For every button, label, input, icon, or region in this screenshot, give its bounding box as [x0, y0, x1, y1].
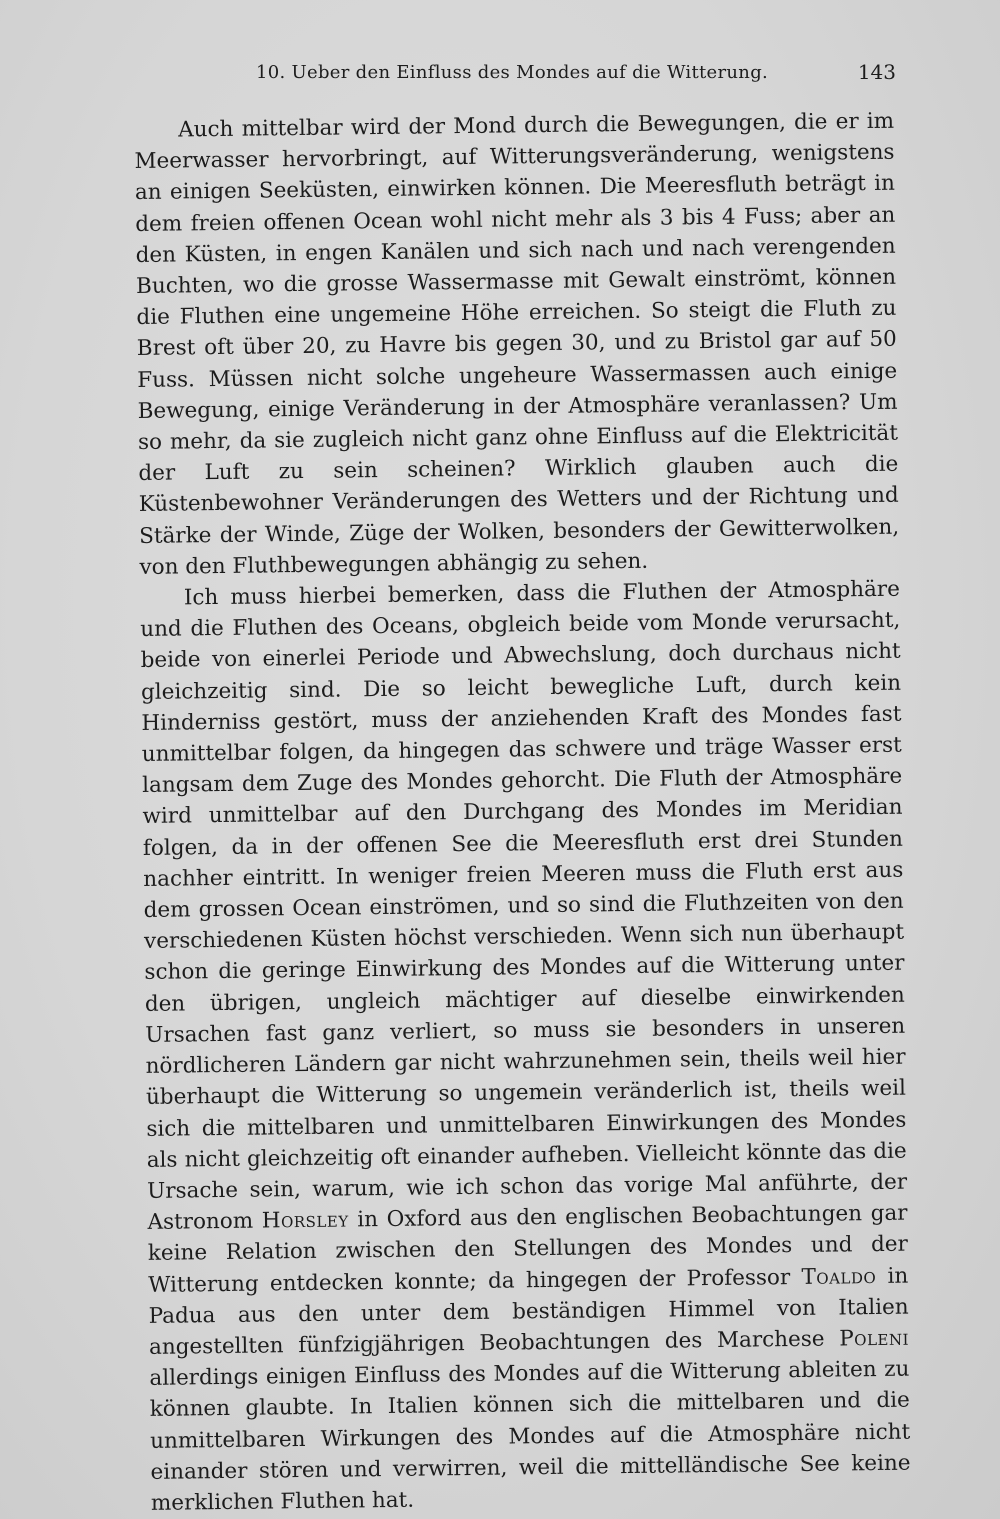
- paragraph-2: [140, 574, 911, 1519]
- paragraph-2-part-3: in Padua aus den unter dem beständigen Himmel von Italien angestellten fünfzigjährigen Beobachtungen des Marchese: [148, 1263, 909, 1360]
- page-header: [256, 62, 896, 92]
- paragraph-1: Auch mittelbar wird der Mond durch die Bewegungen, die er im Meerwasser hervorbringt, auf Witterungsveränderung, wenigstens an einigen Seeküsten, einwirken können. Die Meeresfluth beträgt in dem freien offenen Ocean wohl nicht mehr als 3 bis 4 Fuss; aber an den Küsten, in engen Kanälen und sich nach und nach verengenden Buchten, wo die grosse Wassermasse mit Gewalt einströmt, können die Fluthen eine ungemeine Höhe erreichen. So steigt die Fluth zu Brest oft über 20, zu Havre bis gegen 30, und zu Bristol gar auf 50 Fuss. Müssen nicht solche ungeheure Wassermassen auch einige Bewegung, einige Veränderung in der Atmosphäre veranlassen? Um so mehr, da sie zugleich nicht ganz ohne Einfluss auf die Elektricität der Luft zu sein scheinen? Wirklich glauben auch die Küstenbewohner Veränderungen des Wetters und der Richtung und Stärke der Winde, Züge der Wolken, besonders der Gewitterwolken, von den Fluthbewegungen abhängig zu sehen.: [134, 108, 900, 580]
- paragraph-2-part-4: allerdings einigen Einfluss des Mondes auf die Witterung ableiten zu können glaubte. In Italien können sich die mittelbaren und die unmittelbaren Wirkungen des Mondes auf die Atmosphäre nicht einander stören und verwirren, weil die mittelländische See keine merklichen Fluthen hat.: [149, 1356, 911, 1516]
- person-name-toaldo: Toaldo: [801, 1263, 877, 1290]
- running-title: 10. Ueber den Einfluss des Mondes auf die Witterung.: [256, 62, 769, 83]
- person-name-poleni: Poleni: [839, 1325, 910, 1352]
- paragraph-2-part-2: in Oxford aus den englischen Beobachtungen gar keine Relation zwischen den Stellungen des Mondes und der Witterung entdecken konnte; da hingegen der Professor: [147, 1200, 909, 1298]
- page-number: 143: [857, 60, 896, 84]
- paragraph-2-part-1: Ich muss hierbei bemerken, dass die Fluthen der Atmosphäre und die Fluthen des Oceans, obgleich beide vom Monde verursacht, beide von einerlei Periode und Abwechslung, doch durchaus nicht gleichzeitig sind. Die so leicht bewegliche Luft, durch kein Hinderniss gestört, muss der anziehenden Kraft des Mondes fast unmittelbar folgen, da hingegen das schwere und träge Wasser erst langsam dem Zuge des Mondes gehorcht. Die Fluth der Atmosphäre wird unmittelbar auf den Durchgang des Mondes im Meridian folgen, da in der offenen See die Meeresfluth erst drei Stunden nachher eintritt. In weniger freien Meeren muss die Fluth erst aus dem grossen Ocean einströmen, und so sind die Fluthzeiten von den verschiedenen Küsten höchst verschieden. Wenn sich nun überhaupt schon die geringe Einwirkung des Mondes auf die Witterung unter den übrigen, ungleich mächtiger auf dieselbe einwirkenden Ursachen fast ganz verliert, so muss sie besonders in unseren nördlicheren Ländern gar nicht wahrzunehmen sein, theils weil hier überhaupt die Witterung so ungemein veränderlich ist, theils weil sich die mittelbaren und unmittelbaren Einwirkungen des Mondes als nicht gleichzeitig oft einander aufheben. Vielleicht könnte das die Ursache sein, warum, wie ich schon das vorige Mal anführte, der Astronom: [140, 576, 908, 1236]
- body-text: [134, 106, 911, 1519]
- person-name-horsley: Horsley: [261, 1207, 349, 1234]
